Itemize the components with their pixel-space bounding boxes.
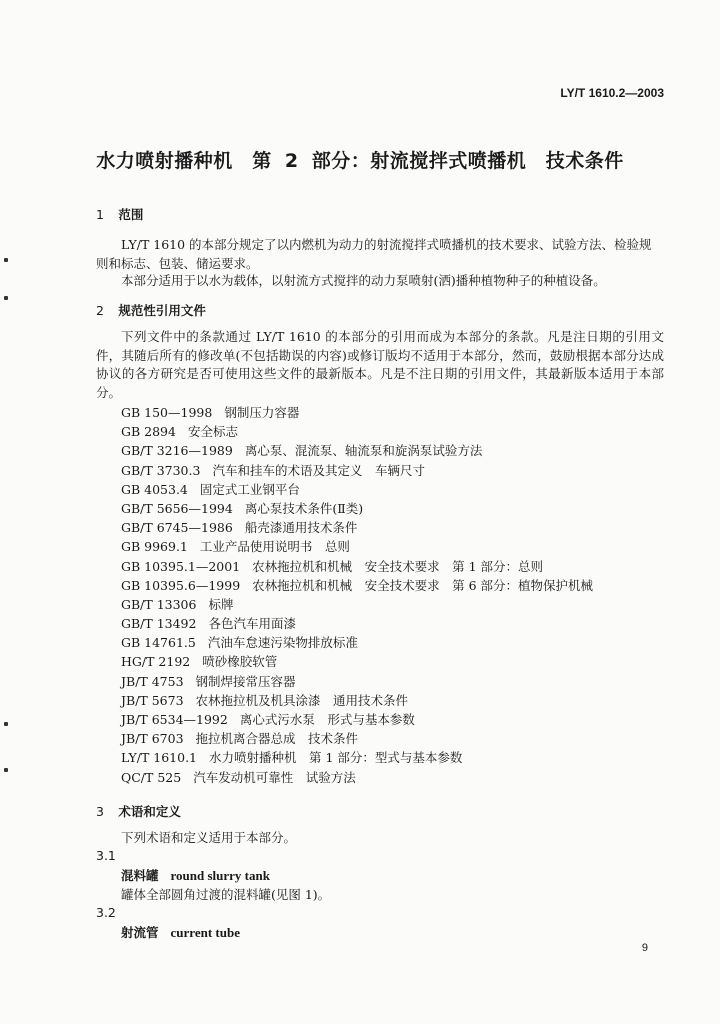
section-2-heading (96, 301, 206, 319)
reference-title: 离心式污水泵 形式与基本参数 (239, 712, 415, 727)
section-1-heading (96, 205, 143, 223)
reference-code: LY/T 1610.1 (121, 750, 198, 766)
reference-title: 汽车发动机可靠性 试验方法 (193, 769, 356, 785)
reference-title: 汽油车怠速污染物排放标准 (207, 635, 358, 651)
reference-code: GB 9969.1 (121, 539, 188, 555)
reference-code: GB/T 6745—1986 (121, 520, 233, 536)
scan-speck (4, 722, 8, 726)
reference-title: 钢制压力容器 (224, 405, 300, 420)
reference-title: 标牌 (208, 596, 234, 612)
section-title: 范围 (118, 207, 144, 222)
reference-item (121, 633, 593, 652)
reference-code: QC/T 525 (121, 769, 182, 785)
reference-item (121, 652, 593, 671)
reference-title: 农林拖拉机及机具涂漆 通用技术条件 (195, 692, 409, 708)
scan-speck (4, 258, 8, 262)
reference-code: GB/T 3216—1989 (121, 443, 233, 459)
reference-code: GB 2894 (121, 424, 176, 440)
section-number: 2 (96, 303, 104, 318)
reference-code: GB 150—1998 (121, 405, 213, 420)
section-title: 规范性引用文件 (118, 303, 206, 318)
reference-item (121, 557, 593, 576)
reference-item (121, 480, 593, 499)
reference-title: 安全标志 (187, 424, 238, 440)
terms-intro: 下列术语和定义适用于本部分。 (121, 830, 297, 845)
reference-title: 离心泵技术条件(Ⅱ类) (244, 500, 364, 516)
reference-code: GB 4053.4 (121, 481, 188, 497)
reference-title: 离心泵、混流泵、轴流泵和旋涡泵试验方法 (244, 443, 483, 459)
reference-item (121, 768, 593, 787)
term-definition: 罐体全部圆角过渡的混料罐(见图 1)。 (121, 887, 331, 902)
term-entry (121, 923, 240, 941)
term-english: current tube (170, 925, 240, 940)
reference-item (121, 672, 593, 691)
term-number: 3.2 (96, 905, 116, 920)
reference-title: 喷砂橡胶软管 (202, 654, 278, 670)
term-entry (121, 866, 270, 884)
reference-item (121, 403, 593, 422)
standard-code: LY/T 1610.2—2003 (560, 86, 664, 100)
section-number: 3 (96, 804, 104, 819)
reference-item (121, 614, 593, 633)
reference-code: GB 14761.5 (121, 635, 196, 651)
reference-code: HG/T 2192 (121, 654, 191, 670)
scan-speck (4, 296, 8, 300)
reference-code: GB 10395.6—1999 (121, 577, 241, 593)
reference-title: 汽车和挂车的术语及其定义 车辆尺寸 (212, 462, 425, 478)
reference-code: JB/T 5673 (121, 692, 184, 708)
section-number: 1 (96, 207, 104, 222)
term-chinese: 射流管 (121, 925, 159, 940)
reference-code: JB/T 6703 (121, 731, 184, 747)
reference-code: GB/T 13306 (121, 596, 197, 612)
reference-item (121, 710, 593, 729)
reference-item (121, 691, 593, 710)
reference-title: 各色汽车用面漆 (208, 616, 296, 632)
reference-code: GB/T 13492 (121, 616, 197, 632)
term-english: round slurry tank (170, 868, 270, 883)
reference-item (121, 576, 593, 595)
reference-title: 钢制焊接常压容器 (195, 673, 296, 689)
document-title: 水力喷射播种机 第 2 部分：射流搅拌式喷播机 技术条件 (96, 150, 624, 172)
reference-item (121, 595, 593, 614)
term-number: 3.1 (96, 848, 116, 863)
scope-line-2: 则和标志、包装、储运要求。 (96, 256, 259, 271)
reference-title: 水力喷射播种机 第 1 部分：型式与基本参数 (209, 750, 463, 766)
reference-code: GB 10395.1—2001 (121, 558, 241, 574)
reference-code: GB/T 5656—1994 (121, 500, 233, 516)
scan-speck (4, 768, 8, 772)
term-chinese: 混料罐 (121, 868, 159, 883)
reference-list (121, 403, 593, 787)
reference-title: 农林拖拉机和机械 安全技术要求 第 6 部分：植物保护机械 (252, 577, 594, 593)
reference-code: JB/T 4753 (121, 673, 184, 689)
reference-item (121, 461, 593, 480)
scope-paragraph-1 (96, 235, 664, 273)
reference-title: 农林拖拉机和机械 安全技术要求 第 1 部分：总则 (252, 558, 544, 574)
reference-code: JB/T 6534—1992 (121, 712, 228, 727)
reference-code: GB/T 3730.3 (121, 462, 201, 478)
reference-title: 船壳漆通用技术条件 (244, 520, 358, 536)
reference-item (121, 729, 593, 748)
reference-item (121, 537, 593, 556)
section-title: 术语和定义 (118, 804, 181, 819)
reference-item (121, 748, 593, 767)
reference-item (121, 499, 593, 518)
reference-item (121, 518, 593, 537)
reference-title: 拖拉机离合器总成 技术条件 (195, 731, 359, 747)
reference-title: 工业产品使用说明书 总则 (199, 539, 350, 555)
reference-item (121, 441, 593, 460)
normative-intro: 下列文件中的条款通过 LY/T 1610 的本部分的引用而成为本部分的条款。凡是注日期的引用文件，其随后所有的修改单(不包括勘误的内容)或修订版均不适用于本部分，然而，鼓励根据本部分达成协议的各方研究是否可使用这些文件的最新版本。凡是不注日期的引用文件，其最新版本适用于本部分。 (96, 329, 664, 400)
section-3-heading (96, 802, 181, 820)
reference-title: 固定式工业钢平台 (199, 481, 300, 497)
reference-item (121, 422, 593, 441)
scope-paragraph-2: 本部分适用于以水为载体，以射流方式搅拌的动力泵喷射(洒)播种植物种子的种植设备。 (121, 273, 606, 288)
page-number: 9 (641, 942, 648, 954)
scope-line-1: LY/T 1610 的本部分规定了以内燃机为动力的射流搅拌式喷播机的技术要求、试验方法、检验规 (121, 237, 652, 252)
